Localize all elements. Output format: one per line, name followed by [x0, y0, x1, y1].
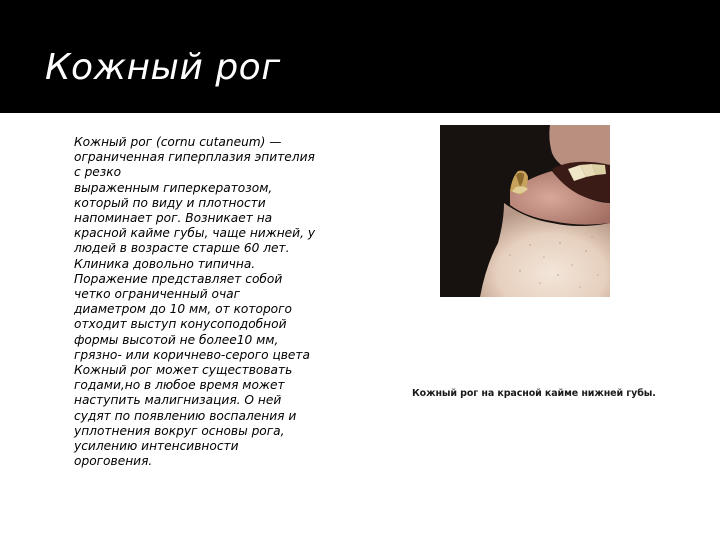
lip-horn-photo: [440, 125, 610, 297]
body-line: красной кайме губы, чаще нижней, у: [74, 226, 316, 241]
body-line: людей в возрасте старше 60 лет.: [74, 241, 290, 256]
body-line: диаметром до 10 мм, от которого: [74, 302, 293, 317]
body-line: усилению интенсивности: [74, 439, 239, 454]
body-line: Поражение представляет собой: [74, 271, 283, 286]
body-line: Кожный рог может существовать: [74, 363, 293, 378]
body-line: грязно- или коричнево-серого цвета: [74, 347, 311, 362]
lip-horn-photo-drawing: [440, 125, 610, 297]
body-line: судят по появлению воспаления и: [74, 408, 297, 423]
photo-caption: Кожный рог на красной кайме нижней губы.: [412, 388, 656, 399]
body-line: напоминает рог. Возникает на: [74, 211, 273, 226]
body-line: наступить малигнизация. О ней: [74, 393, 282, 408]
slide-title: Кожный рог: [45, 47, 281, 88]
body-line: Клиника довольно типична.: [74, 256, 256, 271]
body-line: который по виду и плотности: [74, 195, 266, 210]
body-line: ограниченная гиперплазия эпителия: [74, 150, 315, 165]
body-line: годами,но в любое время может: [74, 378, 285, 393]
body-line: отходит выступ конусоподобной: [74, 317, 287, 332]
body-line: формы высотой не более10 мм,: [74, 332, 279, 347]
body-line: четко ограниченный очаг: [74, 287, 241, 302]
body-line: ороговения.: [74, 454, 153, 469]
body-line: Кожный рог (cornu cutaneum) —: [74, 135, 282, 149]
title-bar: [0, 0, 720, 113]
body-line: уплотнения вокруг основы рога,: [74, 423, 285, 438]
body-line: выраженным гиперкератозом,: [74, 180, 273, 195]
body-line: с резко: [74, 165, 122, 180]
body-text: [74, 135, 364, 469]
